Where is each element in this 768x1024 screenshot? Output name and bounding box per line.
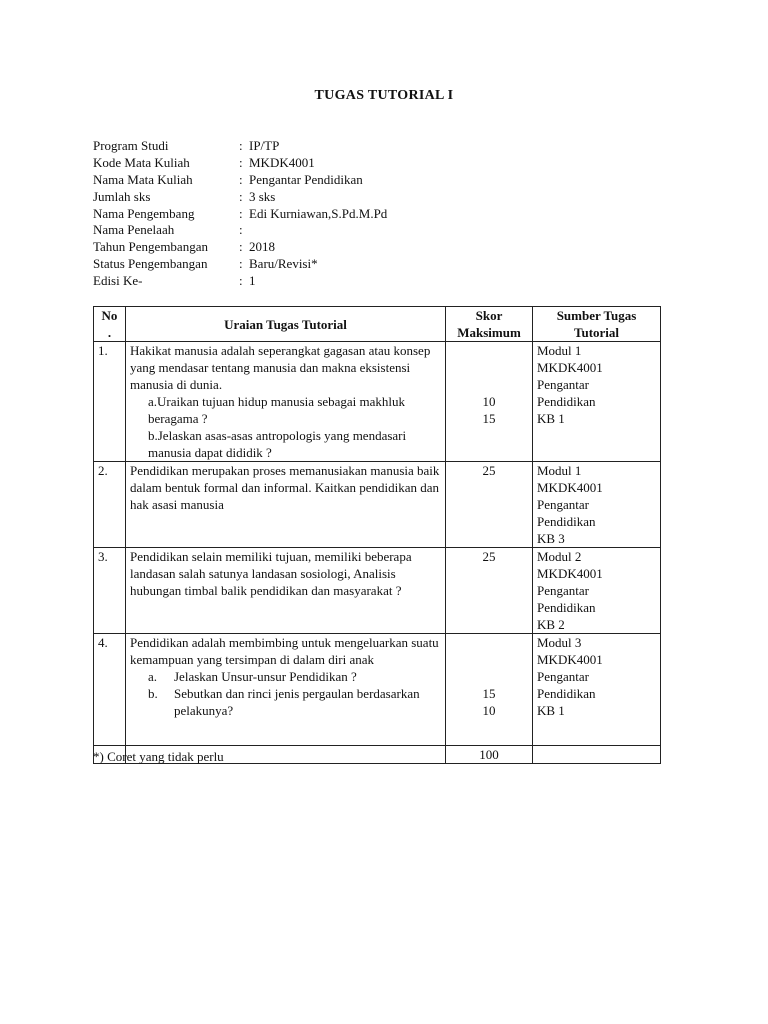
- header-max-score: Skor Maksimum: [446, 307, 533, 342]
- total-score: 100: [446, 746, 533, 764]
- footnote: *) Coret yang tidak perlu: [93, 749, 224, 764]
- meta-row-program: [93, 137, 493, 154]
- table-row: [94, 548, 661, 634]
- colon: :: [239, 138, 243, 153]
- max-score: 25: [446, 462, 533, 548]
- meta-row-course-code: [93, 154, 493, 171]
- task-description: [126, 342, 446, 462]
- colon: :: [239, 239, 243, 255]
- meta-label: Status Pengembangan: [93, 256, 208, 272]
- table-row: [94, 634, 661, 746]
- task-description: [126, 634, 446, 746]
- score-b: 15: [482, 411, 496, 426]
- score-b: 10: [482, 703, 496, 718]
- meta-value: IP/TP: [249, 138, 280, 153]
- header-no: No .: [94, 307, 126, 342]
- subtask-b: b. Sebutkan dan rinci jenis pergaulan berdasarkan pelakunya?: [148, 686, 420, 718]
- task-source: Modul 1 MKDK4001 Pengantar Pendidikan KB 1: [533, 342, 661, 462]
- meta-label: Nama Penelaah: [93, 222, 175, 238]
- colon: :: [239, 273, 243, 289]
- meta-value: Baru/Revisi*: [249, 256, 318, 272]
- meta-label: Jumlah sks: [93, 188, 151, 204]
- row-number: 3.: [94, 548, 126, 634]
- table-row: [94, 462, 661, 548]
- task-intro: Pendidikan adalah membimbing untuk mengeluarkan suatu kemampuan yang tersimpan di dalam diri anak: [130, 635, 439, 667]
- score-a: 10: [482, 394, 496, 409]
- row-number: 4.: [94, 634, 126, 746]
- meta-value: 1: [249, 273, 256, 289]
- meta-row-developer: [93, 205, 493, 222]
- meta-row-edition: [93, 272, 493, 289]
- list-marker: b.: [148, 686, 158, 701]
- meta-label: Nama Pengembang: [93, 205, 195, 221]
- header-description: Uraian Tugas Tutorial: [126, 307, 446, 342]
- meta-row-course-name: [93, 171, 493, 188]
- subtask-a: a.Uraikan tujuan hidup manusia sebagai makhluk beragama ?: [148, 394, 406, 426]
- task-description: [126, 548, 446, 634]
- task-source: Modul 2 MKDK4001 Pengantar Pendidikan KB 2: [533, 548, 661, 634]
- header-source: Sumber Tugas Tutorial: [533, 307, 661, 342]
- colon: :: [239, 171, 243, 187]
- colon: :: [239, 222, 243, 238]
- tasks-table: [93, 306, 661, 764]
- meta-label: Kode Mata Kuliah: [93, 154, 190, 170]
- colon: :: [239, 256, 243, 272]
- table-row: [94, 342, 661, 462]
- meta-value: MKDK4001: [249, 154, 315, 170]
- meta-row-status: [93, 255, 493, 272]
- meta-value: Pengantar Pendidikan: [249, 171, 363, 187]
- document-title: TUGAS TUTORIAL I: [314, 88, 454, 103]
- meta-row-year: [93, 238, 493, 255]
- meta-row-reviewer: [93, 221, 493, 238]
- meta-label: Tahun Pengembangan: [93, 239, 208, 255]
- task-source: Modul 3 MKDK4001 Pengantar Pendidikan KB 1: [533, 634, 661, 746]
- score-a: 15: [482, 686, 496, 701]
- subtask-a: a. Jelaskan Unsur-unsur Pendidikan ?: [148, 669, 357, 684]
- list-marker: a.: [148, 669, 158, 684]
- meta-row-credits: [93, 188, 493, 205]
- max-score: [446, 342, 533, 462]
- meta-label: Program Studi: [93, 138, 169, 153]
- subtask-b: b.Jelaskan asas-asas antropologis yang mendasari manusia dapat dididik ?: [148, 428, 407, 460]
- colon: :: [239, 154, 243, 170]
- row-number: 1.: [94, 342, 126, 462]
- table-header-row: [94, 307, 661, 342]
- row-number: 2.: [94, 462, 126, 548]
- task-intro: Pendidikan selain memiliki tujuan, memiliki beberapa landasan salah satunya landasan sosiologi, Analisis hubungan timbal balik pendidikan dan masyarakat ?: [130, 549, 412, 598]
- meta-value: Edi Kurniawan,S.Pd.M.Pd: [249, 205, 388, 221]
- colon: :: [239, 205, 243, 221]
- meta-label: Nama Mata Kuliah: [93, 171, 193, 187]
- course-info: [93, 137, 493, 289]
- max-score: 25: [446, 548, 533, 634]
- colon: :: [239, 188, 243, 204]
- max-score: [446, 634, 533, 746]
- task-source: Modul 1 MKDK4001 Pengantar Pendidikan KB 3: [533, 462, 661, 548]
- meta-value: 2018: [249, 239, 275, 255]
- task-intro: Pendidikan merupakan proses memanusiakan manusia baik dalam bentuk formal dan informal. Kaitkan pendidikan dan hak asasi manusia: [130, 463, 440, 512]
- task-description: [126, 462, 446, 548]
- meta-label: Edisi Ke-: [93, 273, 143, 289]
- task-intro: Hakikat manusia adalah seperangkat gagasan atau konsep yang mendasar tentang manusia dan makna eksistensi manusia di dunia.: [130, 343, 431, 392]
- meta-value: 3 sks: [249, 188, 276, 204]
